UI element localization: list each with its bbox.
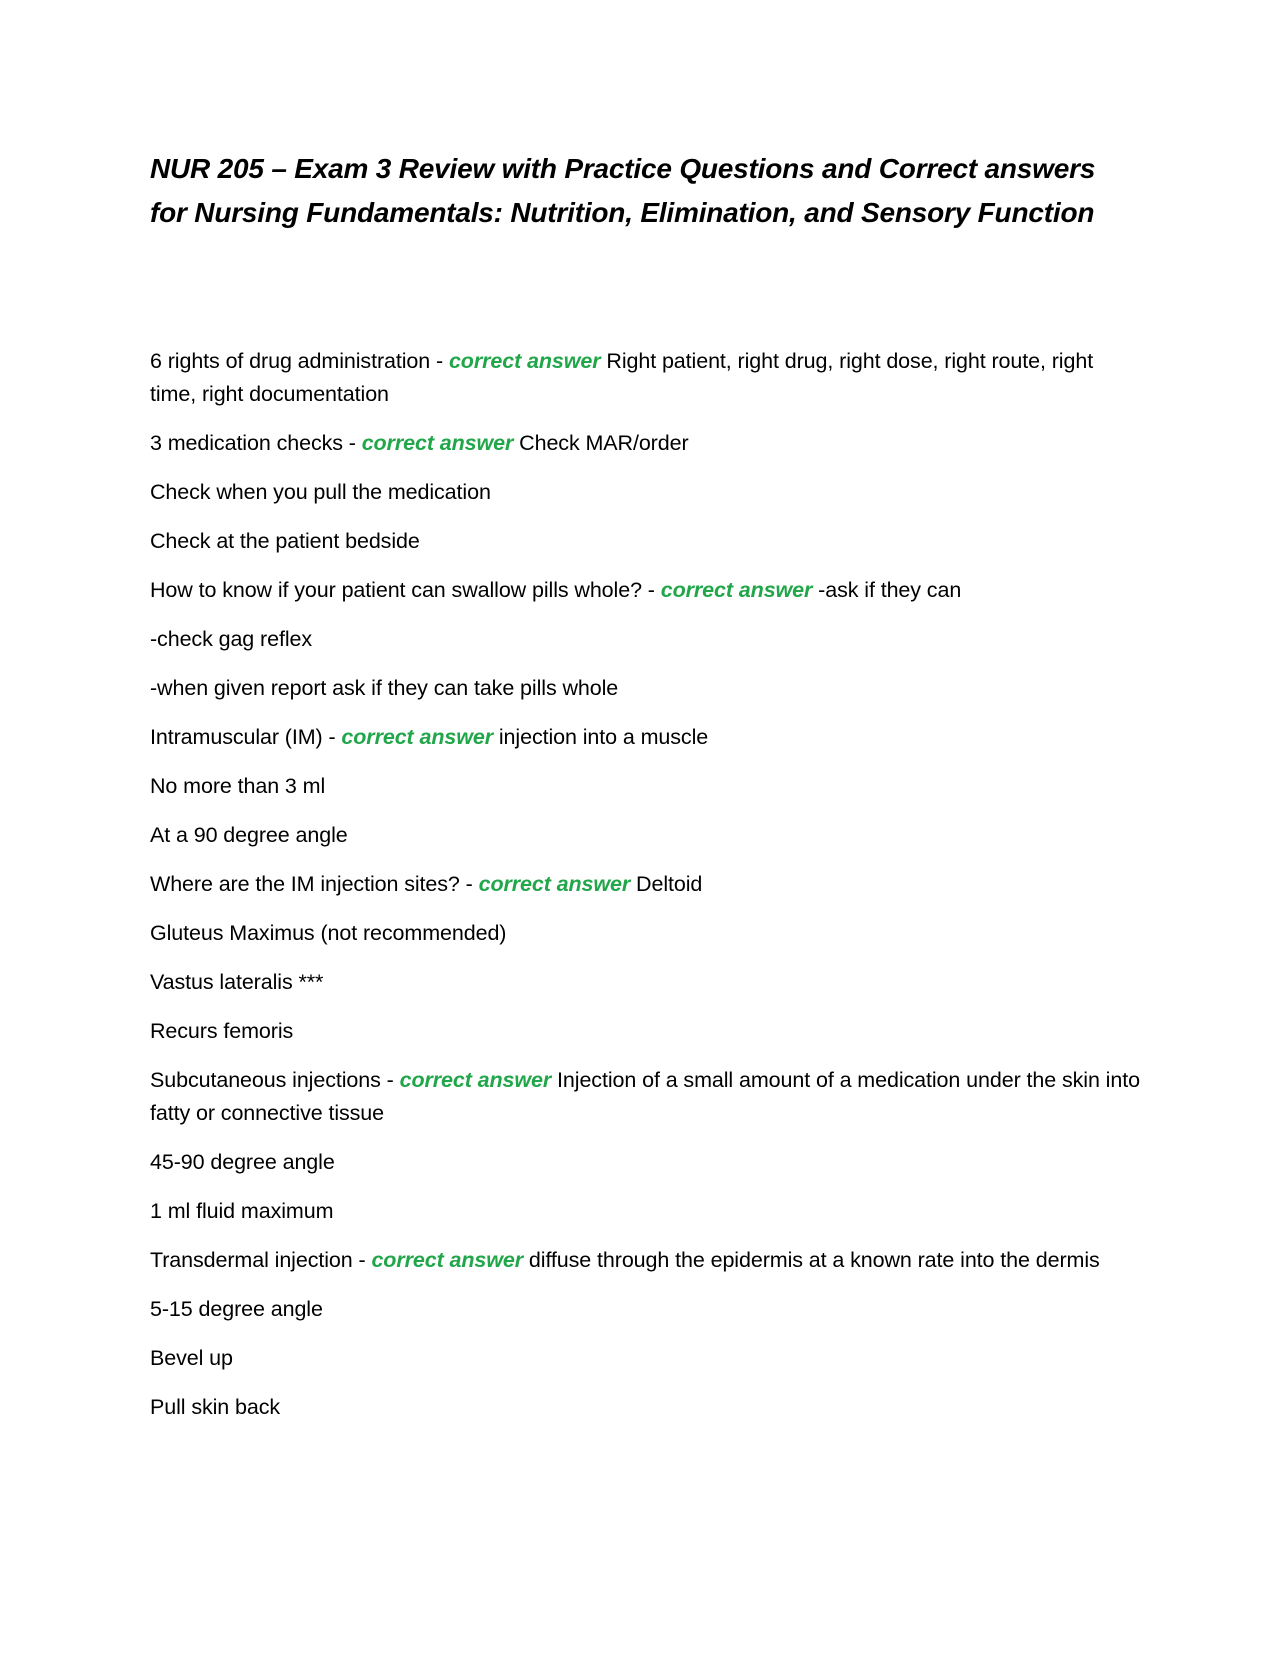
paragraph [150,427,1140,460]
question-text: Bevel up [150,1346,233,1370]
paragraph [150,917,1140,950]
answer-text: injection into a muscle [493,725,709,749]
paragraph [150,525,1140,558]
paragraph [150,966,1140,999]
paragraph [150,1293,1140,1326]
paragraph [150,721,1140,754]
correct-answer-label: correct answer [478,872,631,896]
correct-answer-label: correct answer [341,725,493,749]
answer-text: diffuse through the epidermis at a known rate into the dermis [523,1248,1100,1272]
paragraph [150,1064,1140,1130]
question-text: No more than 3 ml [150,774,326,798]
paragraph [150,1244,1140,1277]
question-text: At a 90 degree angle [150,823,348,847]
paragraph [150,1342,1140,1375]
question-text: 1 ml fluid maximum [150,1199,334,1223]
question-text: -when given report ask if they can take pills whole [150,676,619,700]
paragraph [150,819,1140,852]
question-text: Transdermal injection - [150,1248,372,1272]
question-text: Recurs femoris [150,1019,294,1043]
question-text: Where are the IM injection sites? - [150,872,479,896]
document-body [150,345,1140,1440]
document-title: NUR 205 – Exam 3 Review with Practice Questions and Correct answers for Nursing Fundamentals: Nutrition, Elimination, and Sensory Function [150,153,1096,228]
answer-text: -ask if they can [812,578,962,602]
paragraph [150,623,1140,656]
correct-answer-label: correct answer [660,578,813,602]
paragraph [150,476,1140,509]
question-text: Pull skin back [150,1395,281,1419]
answer-text: Right patient, right drug, right dose, right route, right time, right documentation [150,349,1094,406]
paragraph [150,1391,1140,1424]
answer-text: Deltoid [630,872,703,896]
correct-answer-label: correct answer [399,1068,552,1092]
answer-text: Check MAR/order [513,431,689,455]
paragraph [150,1146,1140,1179]
question-text: Vastus lateralis *** [150,970,324,994]
correct-answer-label: correct answer [361,431,514,455]
paragraph [150,770,1140,803]
correct-answer-label: correct answer [448,349,601,373]
paragraph [150,672,1140,705]
question-text: 6 rights of drug administration - [150,349,449,373]
paragraph [150,345,1140,411]
paragraph [150,1195,1140,1228]
question-text: 3 medication checks - [150,431,362,455]
question-text: 5-15 degree angle [150,1297,323,1321]
question-text: 45-90 degree angle [150,1150,335,1174]
question-text: Subcutaneous injections - [150,1068,400,1092]
paragraph [150,574,1140,607]
question-text: Check when you pull the medication [150,480,491,504]
question-text: -check gag reflex [150,627,313,651]
question-text: Gluteus Maximus (not recommended) [150,921,507,945]
question-text: Check at the patient bedside [150,529,420,553]
correct-answer-label: correct answer [371,1248,524,1272]
paragraph [150,1015,1140,1048]
paragraph [150,868,1140,901]
question-text: How to know if your patient can swallow pills whole? - [150,578,661,602]
answer-text: Injection of a small amount of a medication under the skin into fatty or connective tissue [150,1068,1140,1125]
question-text: Intramuscular (IM) - [150,725,342,749]
